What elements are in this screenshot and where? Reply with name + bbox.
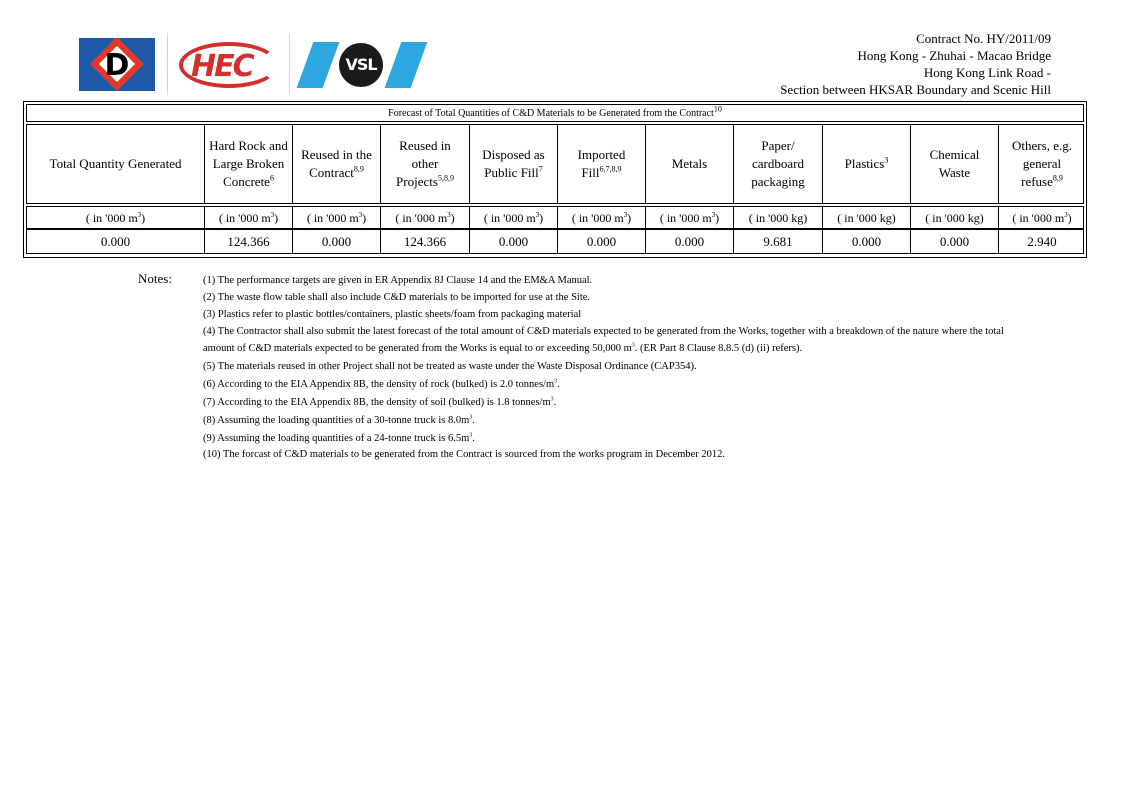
column-header [557,125,645,203]
quantity-value: 0.000 [498,233,529,249]
note-item [203,358,1083,375]
column-header-footnote: 6,7,8,9 [599,164,622,174]
column-header-label: other [411,156,439,171]
unit-label: ( in '000 m [306,210,359,225]
column-header-label: Plastics [844,156,885,171]
note-text-tail: . [553,397,557,408]
notes-label: Notes: [138,271,172,286]
column-header-footnote: 7 [538,164,543,174]
note-item [203,394,1083,411]
unit-label-tail: ) [715,210,720,225]
column-header [822,125,910,203]
value-row [26,229,1084,254]
unit-label: ( in '000 m [659,210,712,225]
unit-exponent: 3 [1064,210,1068,219]
unit-label: ( in '000 m [395,210,448,225]
note-item [203,446,1083,463]
column-header [733,125,822,203]
column-header-footnote: 5,8,9 [437,173,454,183]
note-item [203,306,1083,323]
value-cell [645,230,733,253]
value-cell [27,230,204,253]
column-header [204,125,292,203]
note-text: (8) Assuming the loading quantities of a 30-tonne truck is 8.0m [203,415,470,426]
column-header [380,125,469,203]
note-text: (1) The performance targets are given in ER Appendix 8J Clause 14 and the EM&A Manual. [203,275,593,286]
value-cell [292,230,380,253]
dragages-logo-letter: D [104,48,130,83]
note-item [203,412,1083,429]
quantity-value: 0.000 [939,233,970,249]
column-header-footnote: 3 [884,155,889,165]
column-header-label: Reused in [399,138,451,153]
vsl-logo-text: VSL [339,43,383,87]
column-header [645,125,733,203]
unit-exponent: 3 [447,210,451,219]
column-header-label: Total Quantity Generated [49,156,182,171]
note-item [203,430,1083,447]
note-item [203,289,1083,306]
hec-logo [179,42,279,88]
note-text: amount of C&D materials expected to be generated from the Works is equal to or exceeding 50,000 m [203,343,632,354]
logo-divider [289,33,290,95]
unit-cell [645,207,733,228]
unit-row [26,206,1084,229]
contract-number: Contract No. HY/2011/09 [916,31,1051,46]
unit-cell [998,207,1085,228]
value-cell [469,230,557,253]
project-part: Hong Kong Link Road - [923,65,1051,80]
column-header-footnote: 8,9 [1052,173,1063,183]
note-text: (2) The waste flow table shall also include C&D materials to be imported for use at the Site. [203,292,591,303]
note-item [203,272,1083,289]
column-header-label: Waste [938,165,971,180]
value-cell [380,230,469,253]
note-text: (6) According to the EIA Appendix 8B, the density of rock (bulked) is 2.0 tonnes/m [203,379,555,390]
dragages-logo [79,38,155,91]
unit-exponent: 3 [711,210,716,219]
unit-label-tail: ) [627,210,632,225]
note-exponent: 3 [469,414,473,421]
value-cell [910,230,998,253]
note-exponent: 3 [554,378,558,385]
note-text: (9) Assuming the loading quantities of a 24-tonne truck is 6.5m [203,433,470,444]
note-text-tail: . [472,415,475,426]
note-text: (3) Plastics refer to plastic bottles/containers, plastic sheets/foam from packaging material [203,309,582,320]
quantity-value: 9.681 [763,233,793,249]
contract-header [780,30,1051,98]
column-header-label: Paper/ [761,138,795,153]
column-header-label: Projects [396,174,438,189]
table-title-footnote: 10 [713,104,722,114]
column-header [998,125,1085,203]
unit-exponent: 3 [535,210,540,219]
table-title-text: Forecast of Total Quantities of C&D Materials to be Generated from the Contract [388,108,714,119]
unit-cell [469,207,557,228]
value-cell [822,230,910,253]
note-text: (10) The forcast of C&D materials to be generated from the Contract is sourced from the works program in December 2012. [203,449,726,460]
project-section: Section between HKSAR Boundary and Scenic Hill [780,82,1051,97]
unit-exponent: 3 [358,210,363,219]
column-header [469,125,557,203]
unit-exponent: 3 [623,210,628,219]
column-header-footnote: 8,9 [353,164,364,174]
column-header-label: Contract [309,165,354,180]
note-text-tail: . [557,379,560,390]
unit-label: ( in '000 kg) [748,210,808,225]
column-header-label: cardboard [752,156,804,171]
unit-label-tail: ) [141,210,146,225]
column-header-label: Others, e.g. [1012,138,1072,153]
unit-cell [733,207,822,228]
unit-label: ( in '000 m [85,210,138,225]
note-text-tail: . [472,433,475,444]
quantity-value: 0.000 [851,233,882,249]
quantity-value: 124.366 [403,233,447,249]
note-text: (5) The materials reused in other Project shall not be treated as waste under the Waste Disposal Ordinance (CAP354). [203,361,697,372]
value-cell [557,230,645,253]
column-header-label: refuse [1021,174,1053,189]
unit-cell [557,207,645,228]
column-header-footnote: 6 [269,173,274,183]
company-logos [79,33,439,95]
column-header-label: Public Fill [484,165,539,180]
note-exponent: 3 [550,396,554,403]
unit-cell [910,207,998,228]
forecast-table [23,101,1087,258]
unit-label-tail: ) [539,210,544,225]
unit-label-tail: ) [362,210,367,225]
value-cell [998,230,1085,253]
vsl-logo [301,42,431,88]
value-cell [204,230,292,253]
unit-cell [204,207,292,228]
column-header [910,125,998,203]
column-header-label: Large Broken [212,156,285,171]
unit-label-tail: ) [274,210,279,225]
column-header-label: Fill [581,165,600,180]
note-text-tail: . (ER Part 8 Clause 8.8.5 (d) (ii) refers). [634,343,803,354]
unit-label: ( in '000 m [218,210,271,225]
note-text: (4) The Contractor shall also submit the latest forecast of the total amount of C&D materials expected to be generated from the Works, together with a breakdown of the nature where the total [203,326,1004,337]
unit-label-tail: ) [450,210,455,225]
column-header-label: Reused in the [301,147,372,162]
unit-cell [822,207,910,228]
unit-cell [380,207,469,228]
unit-label-tail: ) [1067,210,1072,225]
column-header-label: Concrete [223,174,270,189]
unit-label: ( in '000 m [1012,210,1065,225]
unit-exponent: 3 [137,210,142,219]
column-header-label: Disposed as [482,147,545,162]
column-header [292,125,380,203]
unit-cell [27,207,204,228]
unit-label: ( in '000 m [571,210,624,225]
unit-label: ( in '000 kg) [837,210,896,225]
note-item [203,323,1083,340]
value-cell [733,230,822,253]
unit-label: ( in '000 kg) [925,210,984,225]
quantity-value: 0.000 [321,233,352,249]
table-title [26,104,1084,122]
column-header-label: packaging [751,174,805,189]
logo-divider [167,33,168,95]
column-header-label: Imported [577,147,626,162]
note-exponent: 3 [469,432,473,439]
column-header-label: Hard Rock and [209,138,288,153]
unit-label: ( in '000 m [483,210,536,225]
note-exponent: 3 [631,342,635,349]
hec-logo-text: HEC [191,49,253,84]
quantity-value: 124.366 [227,233,270,249]
quantity-value: 0.000 [674,233,705,249]
column-header-label: Chemical [929,147,980,162]
column-header-label: Metals [671,156,708,171]
project-name: Hong Kong - Zhuhai - Macao Bridge [857,48,1051,63]
column-header-label: general [1022,156,1062,171]
note-item [203,376,1083,393]
column-header-row [26,124,1084,204]
quantity-value: 0.000 [100,233,131,249]
column-header [27,125,204,203]
quantity-value: 0.000 [586,233,617,249]
quantity-value: 2.940 [1027,233,1057,249]
unit-exponent: 3 [270,210,275,219]
note-text: (7) According to the EIA Appendix 8B, the density of soil (bulked) is 1.8 tonnes/m [203,397,551,408]
note-item [203,340,1083,357]
unit-cell [292,207,380,228]
